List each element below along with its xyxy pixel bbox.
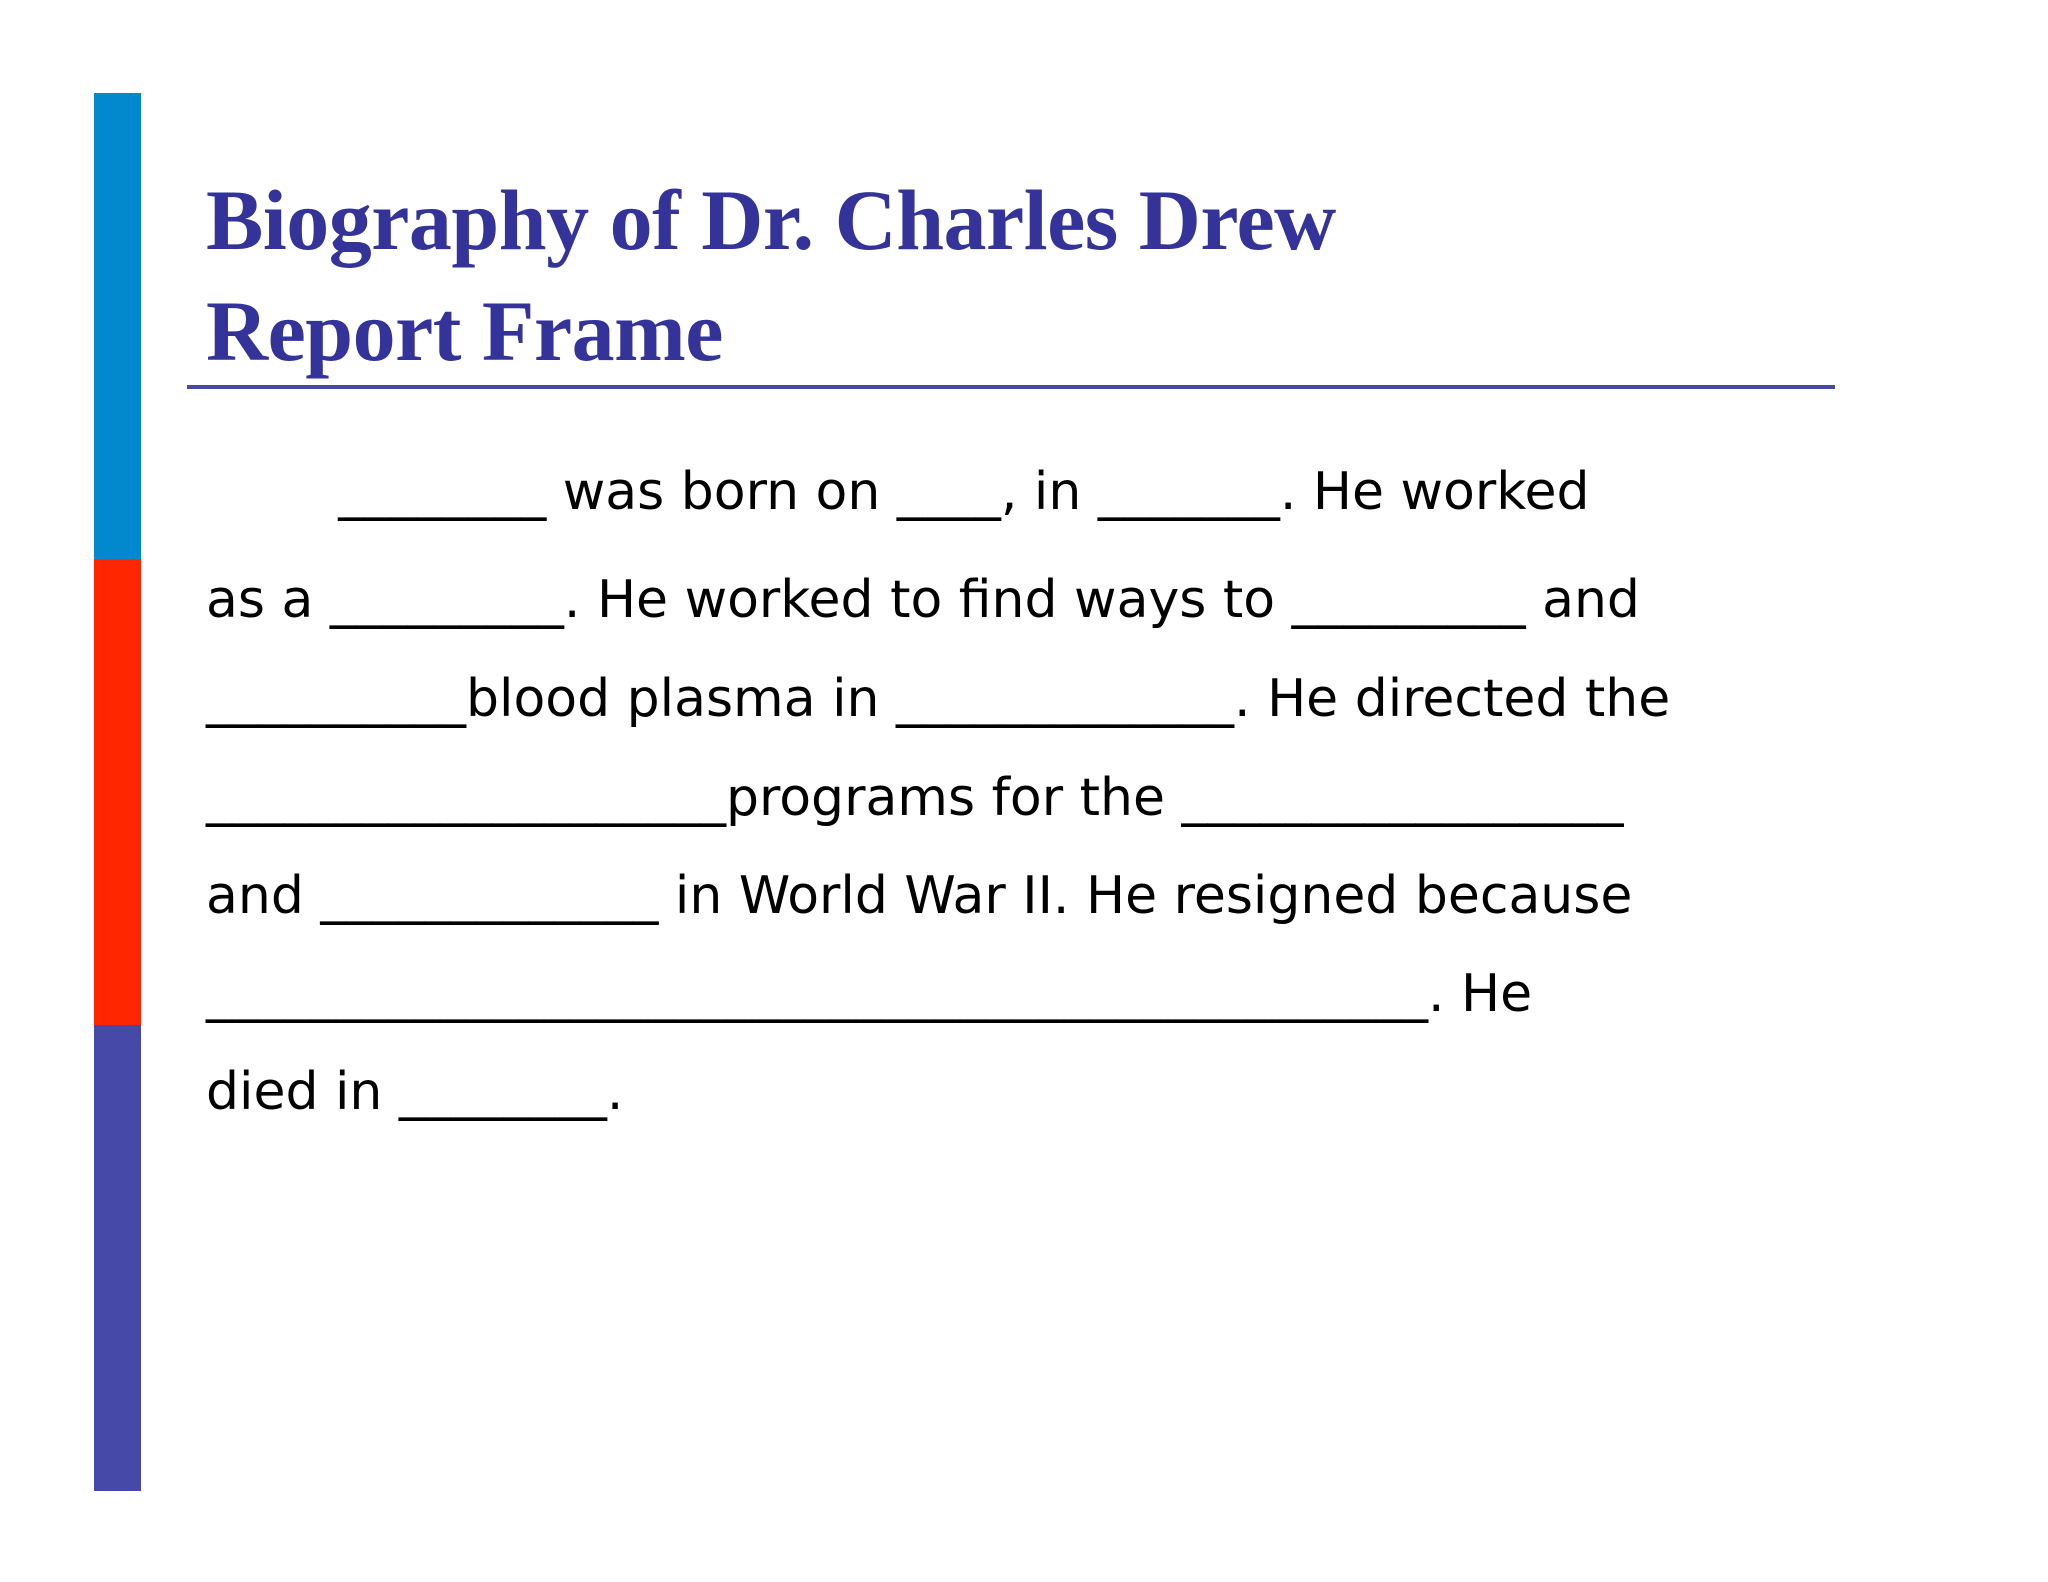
title-line-1: Biography of Dr. Charles Drew — [206, 172, 1336, 268]
report-line-7: died in ________. — [206, 1062, 624, 1122]
report-line-3: __________blood plasma in _____________. He directed the — [206, 669, 1671, 729]
report-line-5: and _____________ in World War II. He resigned because — [206, 866, 1633, 926]
accent-bar-indigo — [94, 1025, 141, 1491]
report-line-1: ________ was born on ____, in _______. He worked — [206, 462, 1590, 522]
report-line-6: _______________________________________________. He — [206, 964, 1533, 1024]
slide-title — [206, 165, 1336, 387]
accent-bar-blue — [94, 93, 141, 559]
title-underline-rule — [187, 385, 1835, 389]
accent-bar-red — [94, 559, 141, 1025]
title-line-2: Report Frame — [206, 283, 723, 379]
report-line-4: ____________________programs for the _________________ — [206, 768, 1624, 828]
report-line-2: as a _________. He worked to find ways to _________ and — [206, 570, 1640, 630]
